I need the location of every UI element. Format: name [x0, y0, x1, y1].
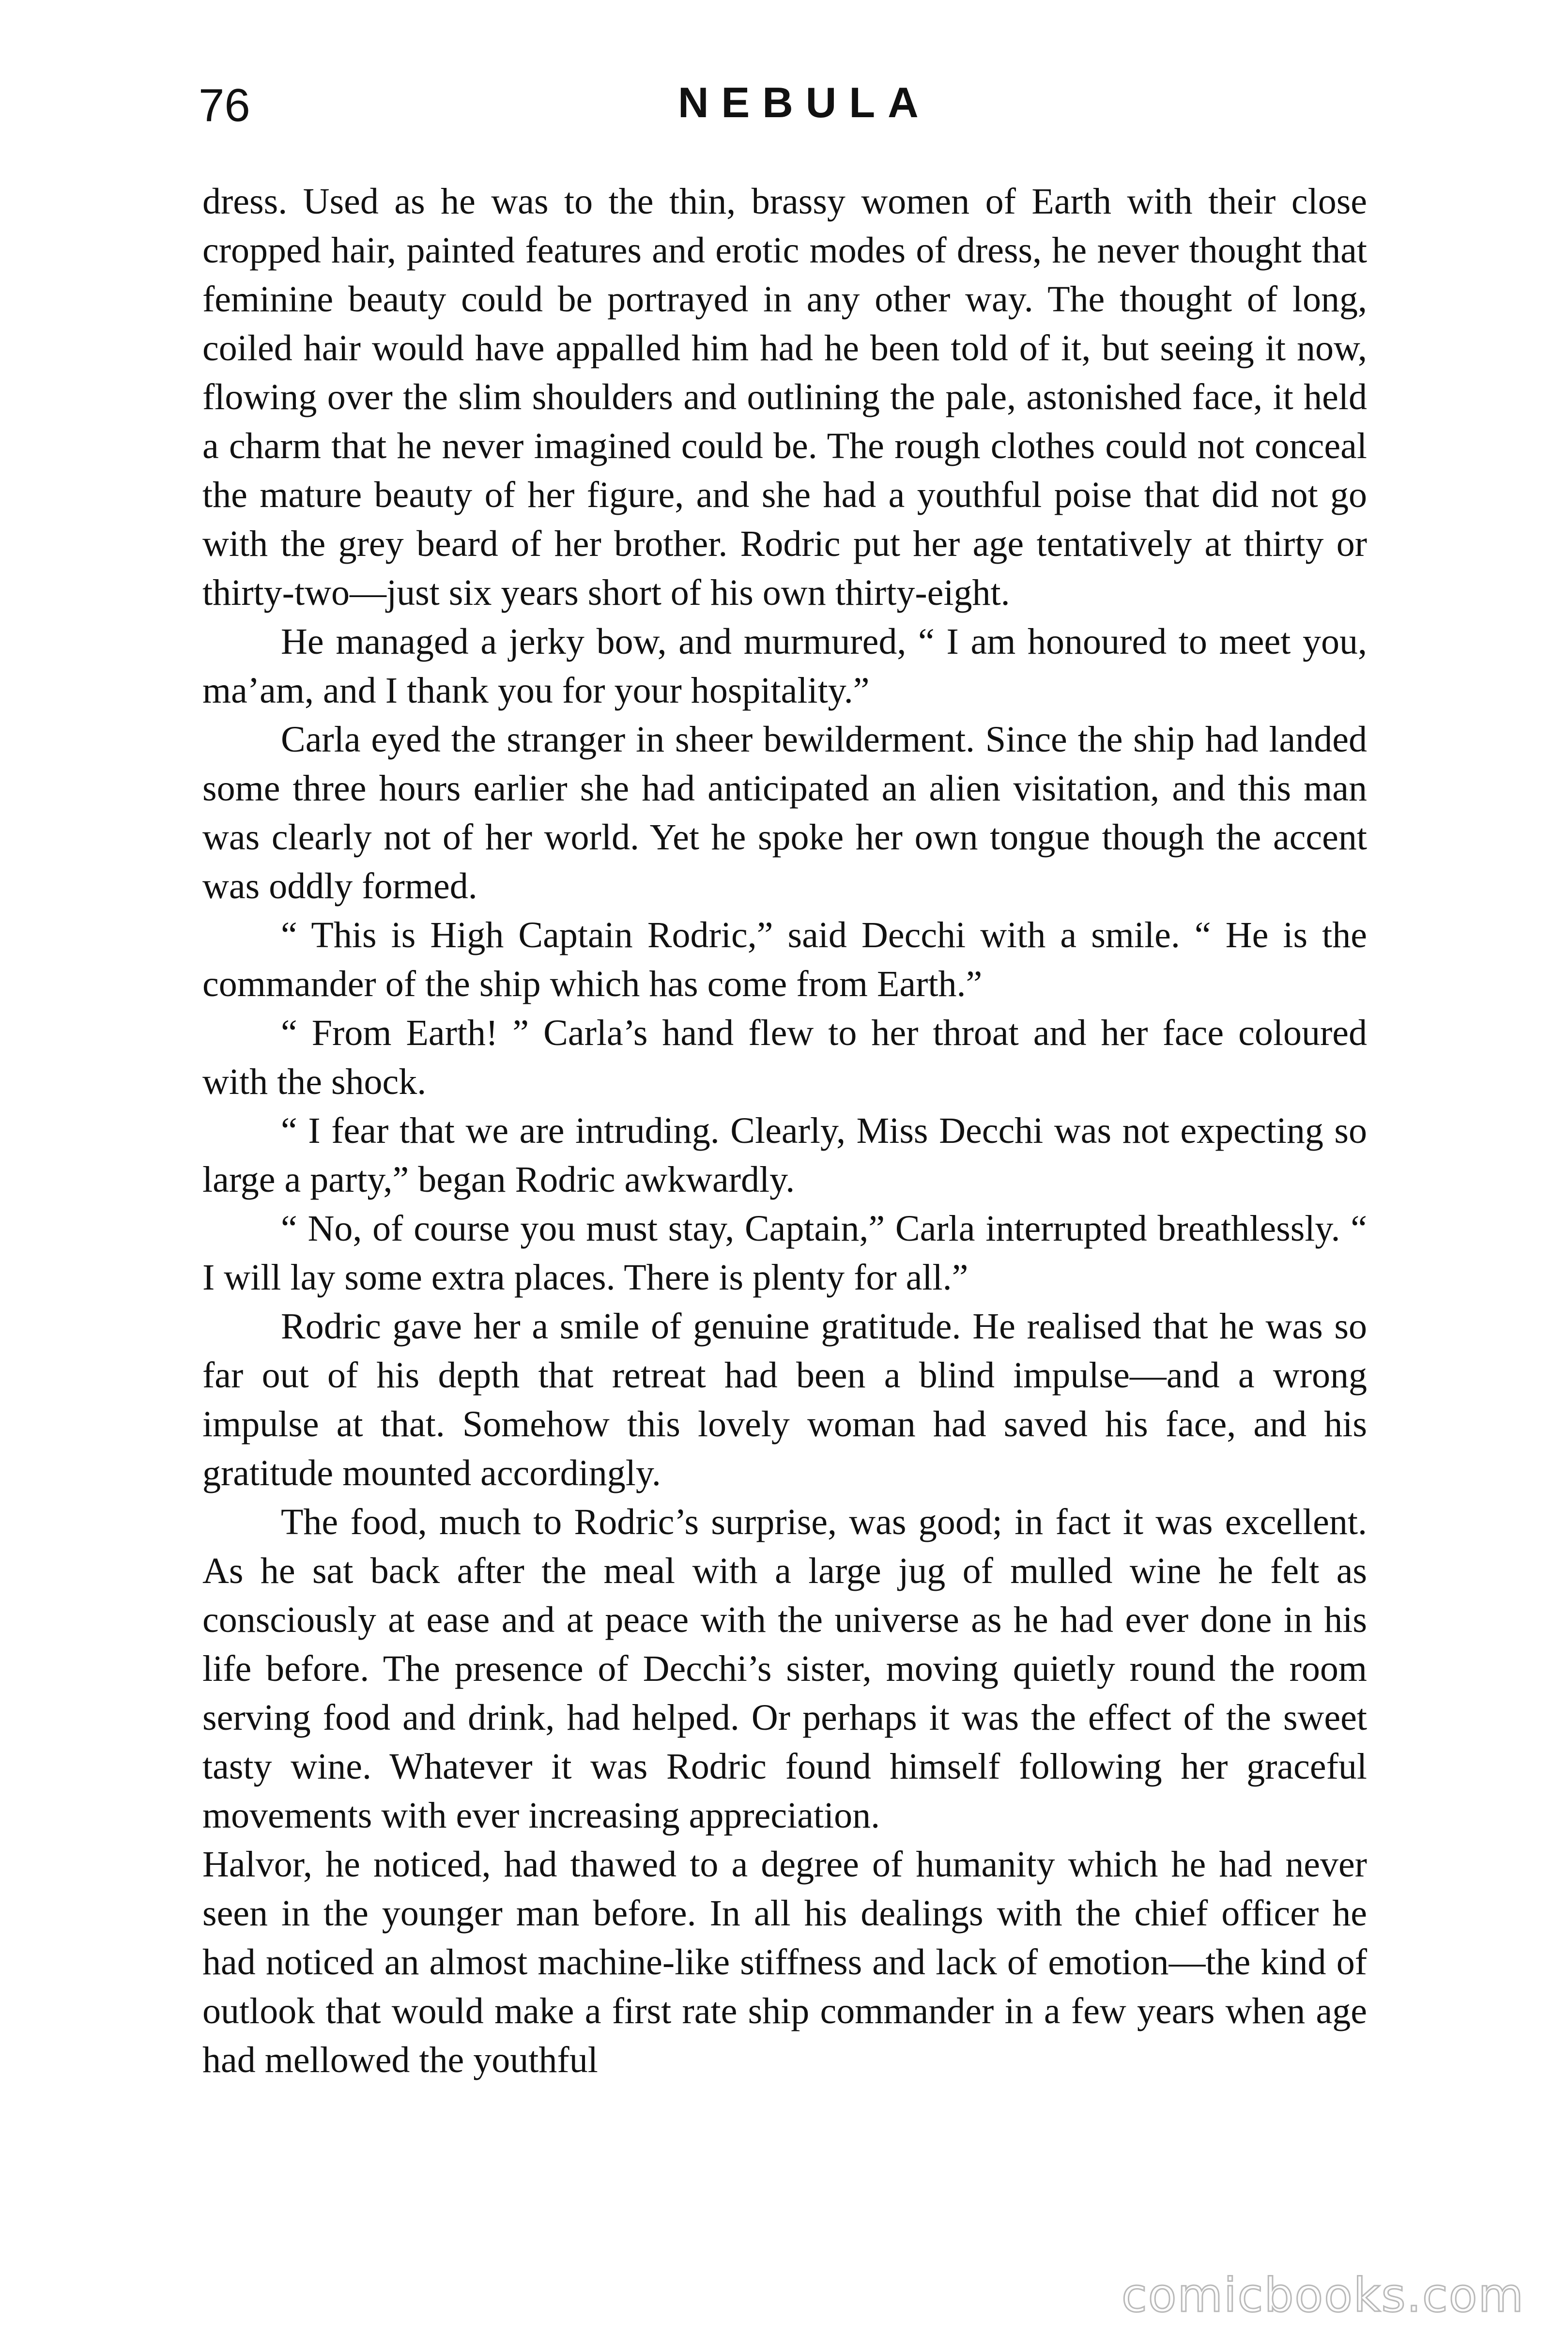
paragraph: Carla eyed the stranger in sheer bewilderment. Since the ship had landed some three hours earlier she had anticipated an alien visitation, and this man was clearly not of her world. Yet he spoke her own tongue though the accent was oddly formed.: [202, 719, 1367, 907]
paragraph: The food, much to Rodric’s surprise, was good; in fact it was excellent. As he sat back after the meal with a large jug of mulled wine he felt as consciously at ease and at peace with the universe as he had ever done in his life before. The presence of Decchi’s sister, moving quietly round the room serving food and drink, had helped. Or perhaps it was the effect of the sweet tasty wine. Whatever it was Rodric found himself following her graceful movements with ever increasing appreciation.: [202, 1502, 1367, 1836]
paragraph: Rodric gave her a smile of genuine gratitude. He realised that he was so far out of his depth that retreat had been a blind impulse—and a wrong impulse at that. Somehow this lovely woman had saved his face, and his gratitude mounted accordingly.: [202, 1306, 1367, 1493]
paragraph: “ I fear that we are intruding. Clearly, Miss Decchi was not expecting so large a party,” began Rodric awkwardly.: [202, 1110, 1367, 1200]
paragraph: dress. Used as he was to the thin, brassy women of Earth with their close cropped hair, painted features and erotic modes of dress, he never thought that feminine beauty could be portrayed in any other way. The thought of long, coiled hair would have appalled him had he been told of it, but seeing it now, flowing over the slim shoulders and outlining the pale, astonished face, it held a charm that he never imagined could be. The rough clothes could not conceal the mature beauty of her figure, and she had a youthful poise that did not go with the grey beard of her brother. Rodric put her age tentatively at thirty or thirty-two—just six years short of his own thirty-eight.: [202, 181, 1367, 613]
paragraph: He managed a jerky bow, and murmured, “ I am honoured to meet you, ma’am, and I thank you for your hospitality.”: [202, 621, 1367, 711]
paragraph: “ From Earth! ” Carla’s hand flew to her throat and her face coloured with the shock.: [202, 1013, 1367, 1102]
page-number: 76: [199, 79, 250, 131]
paragraph: Halvor, he noticed, had thawed to a degree of humanity which he had never seen in the younger man before. In all his dealings with the chief officer he had noticed an almost machine-like stiffness and lack of emotion—the kind of outlook that would make a first rate ship commander in a few years when age had mellowed the youthful: [202, 1844, 1367, 2080]
paragraph: “ This is High Captain Rodric,” said Decchi with a smile. “ He is the commander of the ship which has come from Earth.”: [202, 915, 1367, 1004]
body-text: [202, 177, 1367, 2085]
watermark: comicbooks.com: [1121, 2268, 1524, 2322]
paragraph: “ No, of course you must stay, Captain,” Carla interrupted breathlessly. “ I will lay some extra places. There is plenty for all.”: [202, 1208, 1367, 1298]
running-head: NEBULA: [678, 78, 931, 126]
